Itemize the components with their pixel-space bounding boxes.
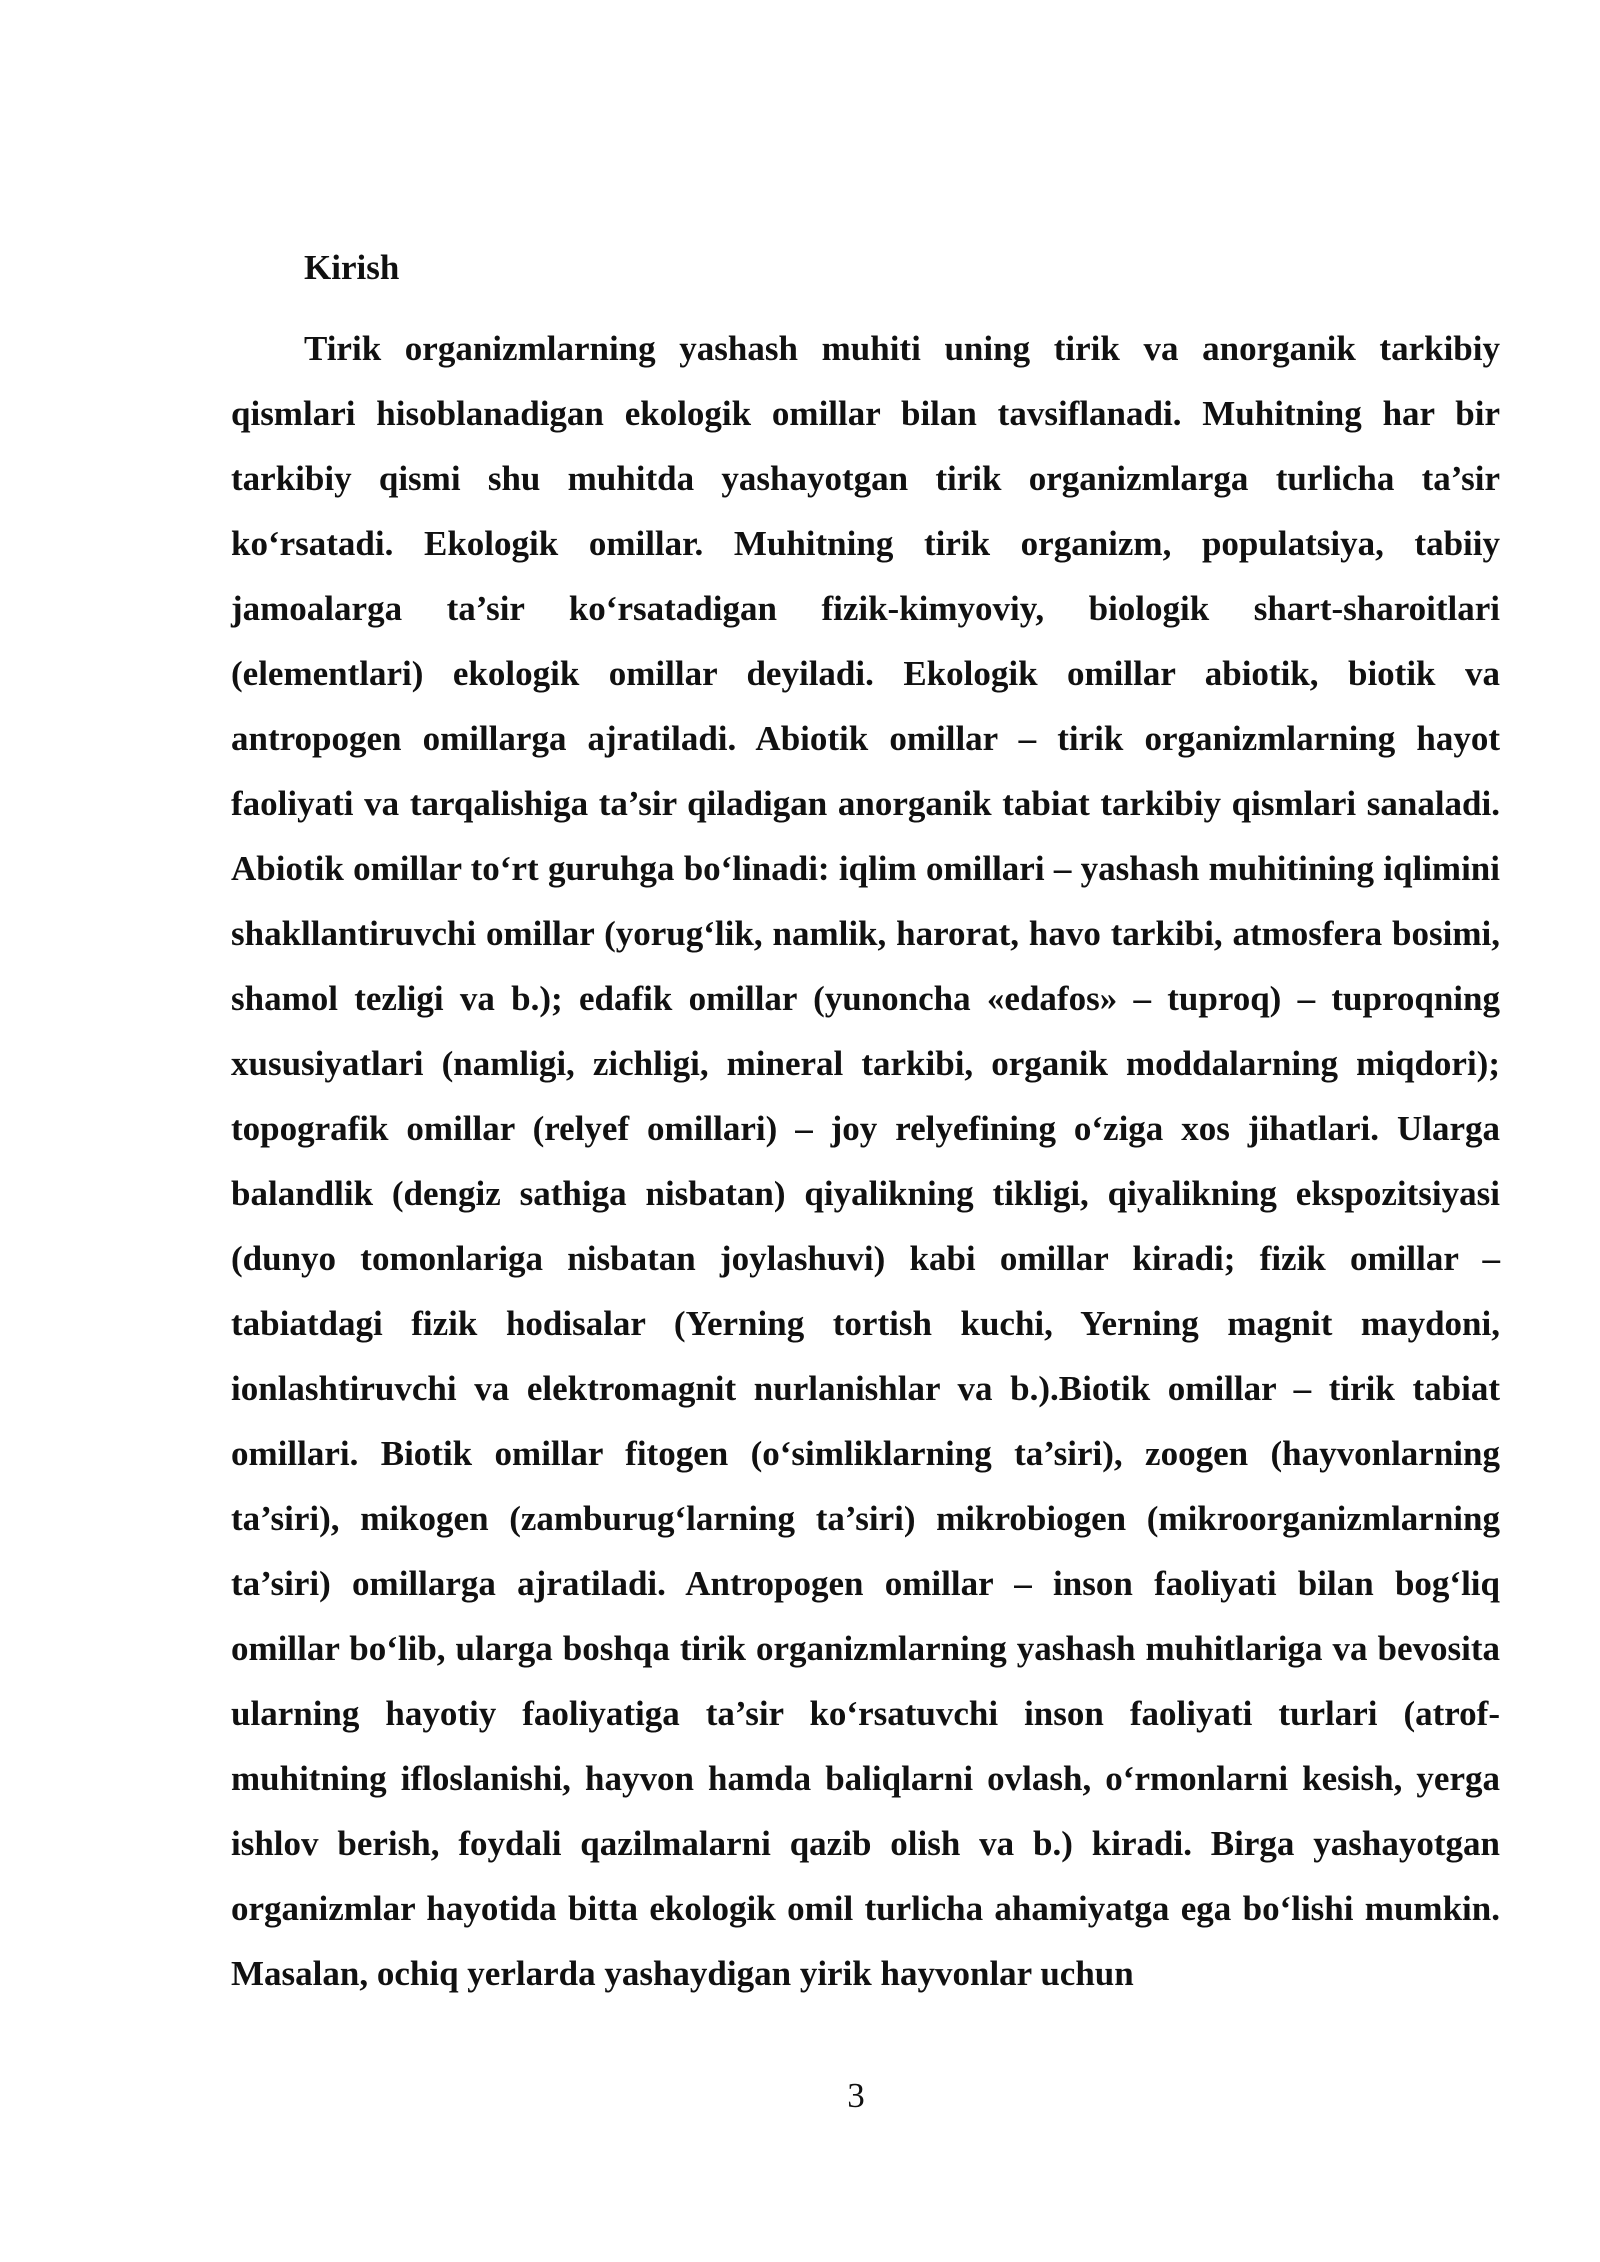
body-paragraph: Tirik organizmlarning yashash muhiti uning tirik va anorganik tarkibiy qismlari hisoblanadigan ekologik omillar bilan tavsiflanadi. Muhitning har bir tarkibiy qismi shu muhitda yashayotgan tirik organizmlarga turlicha ta’sir ko‘rsatadi. Ekologik omillar. Muhitning tirik organizm, populatsiya, tabiiy jamoalarga ta’sir ko‘rsatadigan fizik-kimyoviy, biologik shart-sharoitlari (elementlari) ekologik omillar deyiladi. Ekologik omillar abiotik, biotik va antropogen omillarga ajratiladi. Abiotik omillar – tirik organizmlarning hayot faoliyati va tarqalishiga ta’sir qiladigan anorganik tabiat tarkibiy qismlari sanaladi. Abiotik omillar to‘rt guruhga bo‘linadi: iqlim omillari – yashash muhitining iqlimini shakllantiruvchi omillar (yorug‘lik, namlik, harorat, havo tarkibi, atmosfera bosimi, shamol tezligi va b.); edafik omillar (yunoncha «edafos» – tuproq) – tuproqning xususiyatlari (namligi, zichligi, mineral tarkibi, organik moddalarning miqdori); topografik omillar (relyef omillari) – joy relyefining o‘ziga xos jihatlari. Ularga balandlik (dengiz sathiga nisbatan) qiyalikning tikligi, qiyalikning ekspozitsiyasi (dunyo tomonlariga nisbatan joylashuvi) kabi omillar kiradi; fizik omillar – tabiatdagi fizik hodisalar (Yerning tortish kuchi, Yerning magnit maydoni, ionlashtiruvchi va elektromagnit nurlanishlar va b.).Biotik omillar – tirik tabiat omillari. Biotik omillar fitogen (o‘simliklarning ta’siri), zoogen (hayvonlarning ta’siri), mikogen (zamburug‘larning ta’siri) mikrobiogen (mikroorganizmlarning ta’siri) omillarga ajratiladi. Antropogen omillar – inson faoliyati bilan bog‘liq omillar bo‘lib, ularga boshqa tirik organizmlarning yashash muhitlariga va bevosita ularning hayotiy faoliyatiga ta’sir ko‘rsatuvchi inson faoliyati turlari (atrof-muhitning ifloslanishi, hayvon hamda baliqlarni ovlash, o‘rmonlarni kesish, yerga ishlov berish, foydali qazilmalarni qazib olish va b.) kiradi. Birga yashayotgan organizmlar hayotida bitta ekologik omil turlicha ahamiyatga ega bo‘lishi mumkin. Masalan, ochiq yerlarda yashaydigan yirik hayvonlar uchun xyxy=(231,329,1500,1993)
section-heading: Kirish xyxy=(304,248,400,287)
page-number: 3 xyxy=(847,2076,865,2115)
